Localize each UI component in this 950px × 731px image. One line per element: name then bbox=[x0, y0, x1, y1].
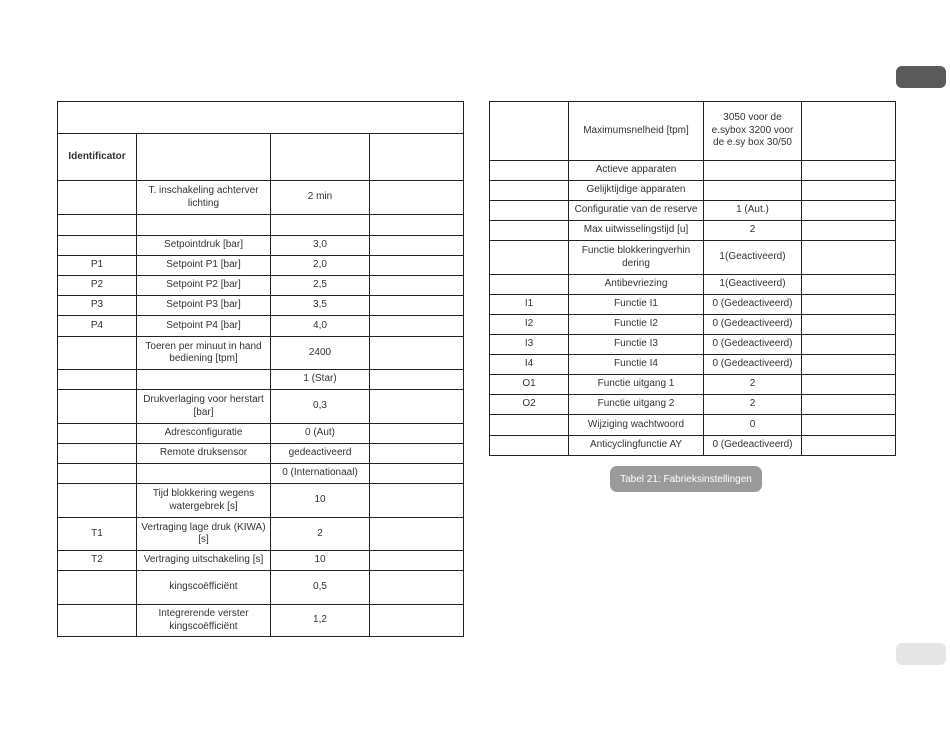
row-notes bbox=[802, 181, 896, 201]
row-value: 0 (Gedeactiveerd) bbox=[704, 335, 802, 355]
row-value: 2 min bbox=[271, 181, 370, 215]
row-notes bbox=[802, 161, 896, 181]
row-identifier bbox=[58, 181, 137, 215]
row-description: Setpoint P1 [bar] bbox=[137, 256, 271, 276]
row-value: 2,0 bbox=[271, 256, 370, 276]
row-identifier bbox=[58, 370, 137, 390]
table-row bbox=[490, 181, 896, 201]
row-identifier bbox=[58, 337, 137, 370]
row-identifier: P1 bbox=[58, 256, 137, 276]
table-row bbox=[490, 275, 896, 295]
row-notes bbox=[370, 444, 464, 464]
row-description: Setpointdruk [bar] bbox=[137, 236, 271, 256]
row-description: Gelijktijdige apparaten bbox=[569, 181, 704, 201]
row-notes bbox=[802, 201, 896, 221]
table-title-cell bbox=[58, 102, 464, 134]
row-notes bbox=[802, 315, 896, 335]
row-identifier: I1 bbox=[490, 295, 569, 315]
row-identifier bbox=[58, 571, 137, 605]
table-row bbox=[490, 395, 896, 415]
table-row bbox=[58, 484, 464, 518]
row-identifier: O2 bbox=[490, 395, 569, 415]
header-description bbox=[137, 134, 271, 181]
row-identifier bbox=[58, 605, 137, 637]
row-notes bbox=[802, 295, 896, 315]
row-notes bbox=[802, 375, 896, 395]
header-value bbox=[271, 134, 370, 181]
row-notes bbox=[802, 221, 896, 241]
row-identifier bbox=[490, 161, 569, 181]
row-description bbox=[137, 215, 271, 236]
row-description: Drukverlaging voor herstart [bar] bbox=[137, 390, 271, 424]
header-identifier: Identificator bbox=[58, 134, 137, 181]
row-value: 0,3 bbox=[271, 390, 370, 424]
table-row bbox=[490, 415, 896, 436]
row-description: Functie blokkeringverhin dering bbox=[569, 241, 704, 275]
row-identifier: P3 bbox=[58, 296, 137, 316]
row-identifier: P4 bbox=[58, 316, 137, 337]
row-value: 10 bbox=[271, 551, 370, 571]
table-header-row bbox=[58, 134, 464, 181]
row-description: Integrerende verster kingscoëfficiënt bbox=[137, 605, 271, 637]
table-row bbox=[490, 221, 896, 241]
row-description: T. inschakeling achterver lichting bbox=[137, 181, 271, 215]
row-value bbox=[704, 181, 802, 201]
row-identifier bbox=[58, 390, 137, 424]
row-description bbox=[137, 370, 271, 390]
row-description: Setpoint P3 [bar] bbox=[137, 296, 271, 316]
row-identifier bbox=[58, 464, 137, 484]
row-notes bbox=[370, 316, 464, 337]
row-value: 0 (Aut) bbox=[271, 424, 370, 444]
row-description: Adresconfiguratie bbox=[137, 424, 271, 444]
factory-settings-table-right bbox=[489, 101, 896, 456]
row-description bbox=[137, 464, 271, 484]
row-identifier: I4 bbox=[490, 355, 569, 375]
row-description: Vertraging uitschakeling [s] bbox=[137, 551, 271, 571]
row-value: 0 (Internationaal) bbox=[271, 464, 370, 484]
row-value bbox=[271, 215, 370, 236]
row-identifier bbox=[490, 201, 569, 221]
row-description: Functie uitgang 2 bbox=[569, 395, 704, 415]
row-identifier bbox=[58, 484, 137, 518]
table-row bbox=[490, 375, 896, 395]
row-identifier bbox=[58, 444, 137, 464]
table-row bbox=[58, 276, 464, 296]
row-notes bbox=[370, 296, 464, 316]
row-value: 2400 bbox=[271, 337, 370, 370]
row-notes bbox=[370, 337, 464, 370]
row-value: 0 (Gedeactiveerd) bbox=[704, 355, 802, 375]
row-identifier: I3 bbox=[490, 335, 569, 355]
table-row bbox=[58, 370, 464, 390]
row-value: 1,2 bbox=[271, 605, 370, 637]
row-notes bbox=[370, 370, 464, 390]
row-notes bbox=[370, 390, 464, 424]
table-row bbox=[58, 551, 464, 571]
row-notes bbox=[802, 335, 896, 355]
row-identifier bbox=[58, 215, 137, 236]
row-notes bbox=[802, 275, 896, 295]
factory-settings-table-left bbox=[57, 101, 464, 637]
table-row bbox=[490, 335, 896, 355]
table-row bbox=[58, 337, 464, 370]
row-value: 3050 voor de e.sybox 3200 voor de e.sy box 30/50 bbox=[704, 102, 802, 161]
table-row bbox=[58, 464, 464, 484]
row-value: 0 bbox=[704, 415, 802, 436]
table-row bbox=[490, 295, 896, 315]
row-notes bbox=[370, 518, 464, 551]
row-value: 1(Geactiveerd) bbox=[704, 275, 802, 295]
row-identifier: T1 bbox=[58, 518, 137, 551]
row-notes bbox=[802, 102, 896, 161]
table-row bbox=[58, 316, 464, 337]
row-identifier bbox=[490, 415, 569, 436]
row-identifier bbox=[490, 221, 569, 241]
table-row bbox=[58, 181, 464, 215]
row-description: Antibevriezing bbox=[569, 275, 704, 295]
row-notes bbox=[370, 215, 464, 236]
row-value bbox=[704, 161, 802, 181]
row-value: 1 (Aut.) bbox=[704, 201, 802, 221]
row-value: 4,0 bbox=[271, 316, 370, 337]
table-row bbox=[58, 518, 464, 551]
row-description: Max uitwisselingstijd [u] bbox=[569, 221, 704, 241]
row-description: Functie I1 bbox=[569, 295, 704, 315]
row-identifier: P2 bbox=[58, 276, 137, 296]
row-notes bbox=[370, 256, 464, 276]
row-notes bbox=[370, 464, 464, 484]
row-notes bbox=[802, 355, 896, 375]
row-description: Setpoint P2 [bar] bbox=[137, 276, 271, 296]
row-notes bbox=[370, 484, 464, 518]
table-row bbox=[490, 201, 896, 221]
row-value: 2 bbox=[271, 518, 370, 551]
page-tab-marker bbox=[896, 66, 946, 88]
row-notes bbox=[802, 395, 896, 415]
table-row bbox=[490, 161, 896, 181]
row-description: Functie I3 bbox=[569, 335, 704, 355]
table-row bbox=[58, 605, 464, 637]
table-row bbox=[490, 436, 896, 456]
row-value: 0 (Gedeactiveerd) bbox=[704, 315, 802, 335]
row-description: Remote druksensor bbox=[137, 444, 271, 464]
row-description: Functie I4 bbox=[569, 355, 704, 375]
table-row bbox=[58, 424, 464, 444]
row-description: Anticyclingfunctie AY bbox=[569, 436, 704, 456]
row-value: 2,5 bbox=[271, 276, 370, 296]
row-value: 1(Geactiveerd) bbox=[704, 241, 802, 275]
row-value: 2 bbox=[704, 221, 802, 241]
table-row bbox=[490, 355, 896, 375]
table-row bbox=[58, 256, 464, 276]
row-description: Wijziging wachtwoord bbox=[569, 415, 704, 436]
row-identifier: I2 bbox=[490, 315, 569, 335]
table-title-row bbox=[58, 102, 464, 134]
row-description: Tijd blokkering wegens watergebrek [s] bbox=[137, 484, 271, 518]
row-description: Functie I2 bbox=[569, 315, 704, 335]
row-value: 1 (Star) bbox=[271, 370, 370, 390]
row-notes bbox=[370, 551, 464, 571]
row-identifier: O1 bbox=[490, 375, 569, 395]
row-value: 2 bbox=[704, 395, 802, 415]
table-row bbox=[58, 571, 464, 605]
row-notes bbox=[802, 415, 896, 436]
row-description: Maximumsnelheid [tpm] bbox=[569, 102, 704, 161]
table-row bbox=[58, 390, 464, 424]
table-row bbox=[58, 236, 464, 256]
row-description: Vertraging lage druk (KIWA) [s] bbox=[137, 518, 271, 551]
row-identifier bbox=[490, 436, 569, 456]
row-value: 0 (Gedeactiveerd) bbox=[704, 295, 802, 315]
row-description: Functie uitgang 1 bbox=[569, 375, 704, 395]
row-identifier bbox=[490, 275, 569, 295]
row-description: Actieve apparaten bbox=[569, 161, 704, 181]
row-notes bbox=[370, 181, 464, 215]
row-value: 2 bbox=[704, 375, 802, 395]
row-notes bbox=[370, 236, 464, 256]
row-identifier bbox=[490, 181, 569, 201]
row-description: Setpoint P4 [bar] bbox=[137, 316, 271, 337]
row-description: Toeren per minuut in hand bediening [tpm] bbox=[137, 337, 271, 370]
table-caption: Tabel 21: Fabrieksinstellingen bbox=[610, 466, 762, 492]
header-notes bbox=[370, 134, 464, 181]
table-row bbox=[58, 215, 464, 236]
row-value: 10 bbox=[271, 484, 370, 518]
row-notes bbox=[802, 436, 896, 456]
row-value: gedeactiveerd bbox=[271, 444, 370, 464]
row-value: 0,5 bbox=[271, 571, 370, 605]
row-notes bbox=[802, 241, 896, 275]
row-value: 0 (Gedeactiveerd) bbox=[704, 436, 802, 456]
table-row bbox=[58, 444, 464, 464]
row-identifier bbox=[58, 236, 137, 256]
row-identifier bbox=[490, 102, 569, 161]
table-row bbox=[490, 102, 896, 161]
table-row bbox=[490, 315, 896, 335]
row-identifier: T2 bbox=[58, 551, 137, 571]
row-value: 3,5 bbox=[271, 296, 370, 316]
row-value: 3,0 bbox=[271, 236, 370, 256]
table-row bbox=[490, 241, 896, 275]
row-description: Configuratie van de reserve bbox=[569, 201, 704, 221]
row-notes bbox=[370, 605, 464, 637]
page-number-marker bbox=[896, 643, 946, 665]
table-row bbox=[58, 296, 464, 316]
row-notes bbox=[370, 571, 464, 605]
row-notes bbox=[370, 424, 464, 444]
row-description: kingscoëfficiënt bbox=[137, 571, 271, 605]
row-notes bbox=[370, 276, 464, 296]
row-identifier bbox=[58, 424, 137, 444]
row-identifier bbox=[490, 241, 569, 275]
